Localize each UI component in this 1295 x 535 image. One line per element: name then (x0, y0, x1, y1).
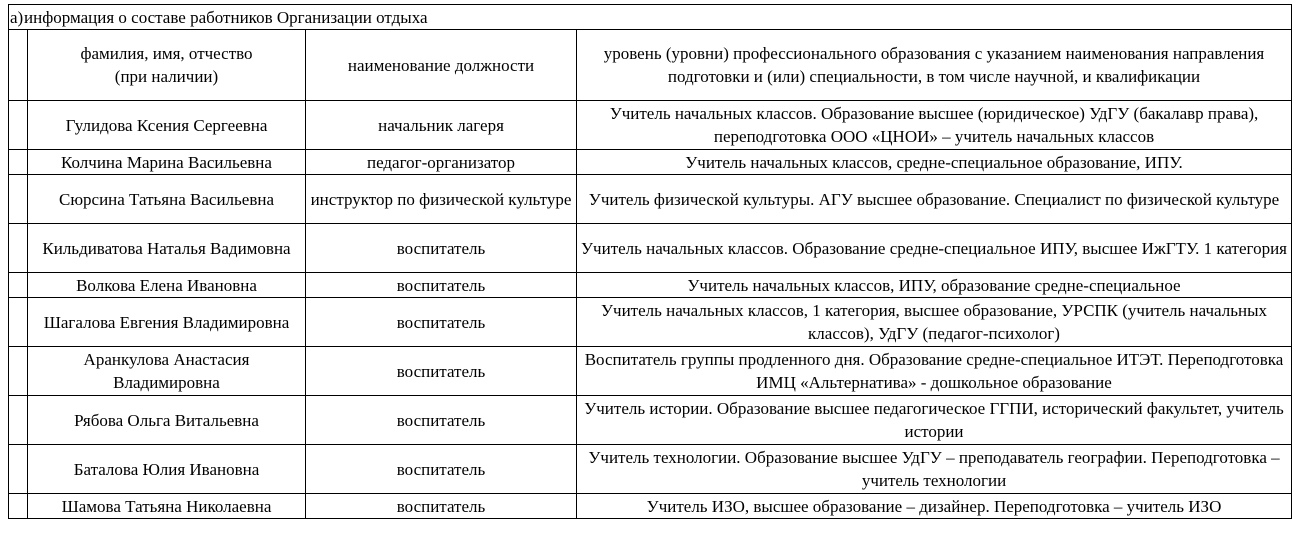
cell-position: воспитатель (306, 445, 577, 494)
cell-name: Колчина Марина Васильевна (28, 150, 306, 175)
table-row (9, 396, 1292, 445)
cell-name: Гулидова Ксения Сергеевна (28, 101, 306, 150)
cell-name: Шагалова Евгения Владимировна (28, 298, 306, 347)
table-row (9, 224, 1292, 273)
cell-education: Учитель начальных классов. Образование высшее (юридическое) УдГУ (бакалавр права), переподготовка ООО «ЦНОИ» – учитель начальных классов (577, 101, 1292, 150)
gutter-cell (9, 175, 28, 224)
gutter-cell (9, 494, 28, 519)
staff-document (8, 4, 1291, 519)
cell-position: воспитатель (306, 494, 577, 519)
cell-name: Волкова Елена Ивановна (28, 273, 306, 298)
section-title-row (9, 5, 1292, 30)
table-row (9, 445, 1292, 494)
cell-education: Учитель истории. Образование высшее педагогическое ГГПИ, исторический факультет, учитель истории (577, 396, 1292, 445)
section-title: информация о составе работников Организации отдыха (24, 7, 428, 27)
header-position: наименование должности (306, 30, 577, 101)
gutter-cell (9, 273, 28, 298)
cell-position: воспитатель (306, 224, 577, 273)
cell-education: Учитель начальных классов, 1 категория, высшее образование, УРСПК (учитель начальных классов), УдГУ (педагог-психолог) (577, 298, 1292, 347)
cell-name: Шамова Татьяна Николаевна (28, 494, 306, 519)
header-name-line1: фамилия, имя, отчество (80, 44, 253, 63)
cell-position: инструктор по физической культуре (306, 175, 577, 224)
cell-education: Учитель начальных классов, ИПУ, образование средне-специальное (577, 273, 1292, 298)
cell-education: Учитель начальных классов, средне-специальное образование, ИПУ. (577, 150, 1292, 175)
header-row (9, 30, 1292, 101)
cell-name: Кильдиватова Наталья Вадимовна (28, 224, 306, 273)
cell-name: Аранкулова Анастасия Владимировна (28, 347, 306, 396)
gutter-cell (9, 150, 28, 175)
table-row (9, 298, 1292, 347)
cell-name: Рябова Ольга Витальевна (28, 396, 306, 445)
table-row (9, 175, 1292, 224)
cell-education: Учитель ИЗО, высшее образование – дизайнер. Переподготовка – учитель ИЗО (577, 494, 1292, 519)
gutter-cell (9, 224, 28, 273)
table-row (9, 150, 1292, 175)
cell-position: начальник лагеря (306, 101, 577, 150)
cell-position: воспитатель (306, 347, 577, 396)
cell-position: педагог-организатор (306, 150, 577, 175)
header-name (28, 30, 306, 101)
gutter-cell (9, 445, 28, 494)
cell-position: воспитатель (306, 396, 577, 445)
gutter-cell (9, 347, 28, 396)
staff-table (8, 4, 1292, 519)
table-row (9, 101, 1292, 150)
gutter-cell (9, 101, 28, 150)
table-row (9, 273, 1292, 298)
cell-name: Сюрсина Татьяна Васильевна (28, 175, 306, 224)
gutter-cell (9, 396, 28, 445)
header-education: уровень (уровни) профессионального образования с указанием наименования направления подготовки и (или) специальности, в том числе научной, и квалификации (577, 30, 1292, 101)
table-row (9, 347, 1292, 396)
section-letter: а) (10, 7, 24, 27)
cell-education: Учитель физической культуры. АГУ высшее образование. Специалист по физической культуре (577, 175, 1292, 224)
gutter-cell (9, 30, 28, 101)
cell-education: Воспитатель группы продленного дня. Образование средне-специальное ИТЭТ. Переподготовка ИМЦ «Альтернатива» - дошкольное образование (577, 347, 1292, 396)
header-name-line2: (при наличии) (114, 67, 219, 86)
cell-education: Учитель технологии. Образование высшее УдГУ – преподаватель географии. Переподготовка – учитель технологии (577, 445, 1292, 494)
cell-position: воспитатель (306, 273, 577, 298)
table-row (9, 494, 1292, 519)
cell-name: Баталова Юлия Ивановна (28, 445, 306, 494)
section-title-cell (9, 5, 1292, 30)
gutter-cell (9, 298, 28, 347)
cell-position: воспитатель (306, 298, 577, 347)
cell-education: Учитель начальных классов. Образование средне-специальное ИПУ, высшее ИжГТУ. 1 категория (577, 224, 1292, 273)
